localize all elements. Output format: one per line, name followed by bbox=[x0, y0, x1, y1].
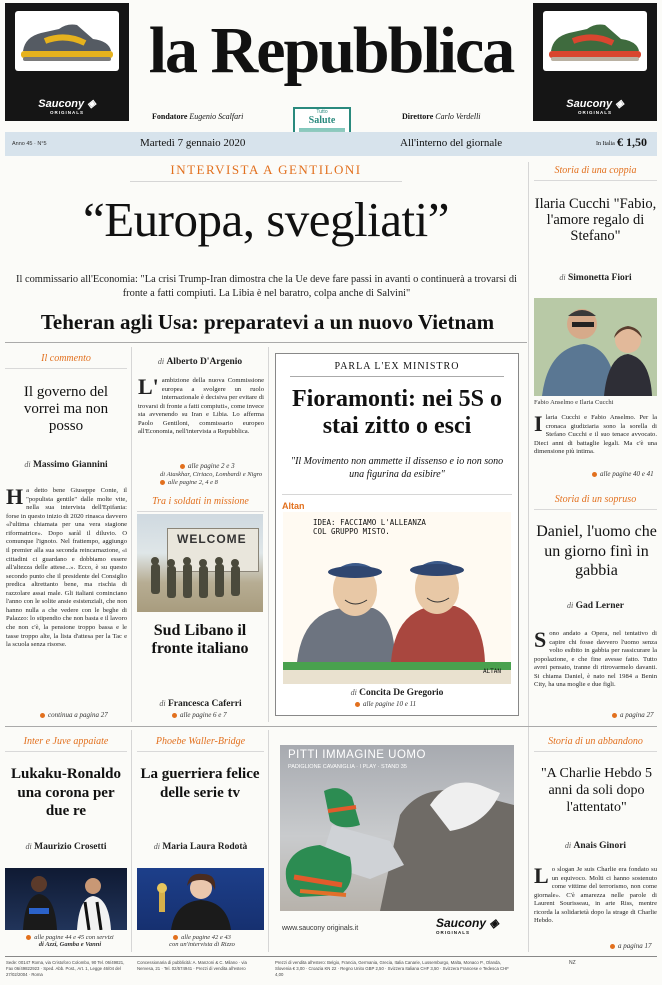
cartoon-speech: IDEA: FACCIAMO L'ALLEANZA COL GRUPPO MISTO. bbox=[313, 518, 426, 537]
footer-col1: Sede: 00147 Roma, via Cristoforo Colombo, 90 Tel. 06/49821, Fax 06/49822923 · Sped. Abb. Post., Art. 1, Legge 46/04 del 27/02/2004 · Roma bbox=[6, 960, 125, 977]
price: € 1,50 bbox=[617, 135, 647, 149]
lead-byline: di Alberto D'Argenio bbox=[157, 357, 243, 367]
ad-box-left[interactable] bbox=[5, 3, 129, 121]
footer-col2: Concessionaria di pubblicità: A. Manzoni & C. Milano · via Nervesa, 21 · Tel. 02/574941 · Prezzi di vendita all'estero bbox=[137, 960, 247, 971]
rule-lower2 bbox=[268, 730, 269, 952]
commento-body: Ha detto bene Giuseppe Conte, il "populista gentile" dalle molte vite, nella sua intervista dell'Epifania: forse in questo inizio di 2020 rinasca davvero «l'ultima chiamata per una vera stagione riformatrice». Dopo saràl il diluvio. O comunque l'ignoto. Nel frattempo, aggiungo il premier alla sua seconda reincarnazione, «i cittadini ci guardano e dobbiamo essere all'altezza delle attese...». Ecco, è su questo secondo punto che il presidente del Consiglio predica altrettanto bene, ma rischia di razzolare assai male. Gli italiani cominciano l'anno con le solite ansie esistenziali, che non hanno nulla a che vedere con le beghe di Palazzo: lo stipendio che non basta e il lavoro che non c'è, la pensione troppo bassa e le tasse troppo alte, la lista d'attesa per la Tac e la scuola senza risorse. bbox=[6, 487, 127, 649]
rule-col4 bbox=[528, 162, 529, 952]
fioramonti-headline[interactable]: Fioramonti: nei 5S o stai zitto o esci bbox=[292, 386, 502, 439]
fioramonti-kicker-rule bbox=[290, 376, 504, 377]
hebdo-kicker: Storia di un abbandono bbox=[534, 736, 657, 752]
lower-rule bbox=[5, 726, 657, 727]
cucchi-photo[interactable] bbox=[534, 298, 657, 396]
saucony-logo-icon: ◈ bbox=[615, 98, 624, 110]
lead-ref2[interactable]: di Ataskhar, Ciriaco, Lombardi e Nigro alle pagine 2, 4 e 8 bbox=[160, 471, 263, 487]
ad-brand-right: Saucony ◈ ORIGINALS bbox=[533, 97, 657, 115]
cartoonist-label: Altan bbox=[282, 501, 305, 511]
altan-cartoon[interactable] bbox=[283, 512, 511, 684]
cucchi-kicker: Storia di una coppia bbox=[534, 165, 657, 181]
footer-rule bbox=[5, 956, 657, 957]
supplement-title: Salute bbox=[308, 115, 336, 126]
fioramonti-ref[interactable]: alle pagine 10 e 11 bbox=[355, 700, 416, 708]
libano-byline: di Francesca Caferri bbox=[159, 699, 242, 709]
hebdo-ref[interactable]: a pagina 17 bbox=[610, 942, 651, 950]
cucchi-caption: Fabio Anselmo e Ilaria Cucchi bbox=[534, 399, 614, 406]
daniel-kicker: Storia di un sopruso bbox=[534, 494, 657, 510]
bullet-icon bbox=[355, 702, 360, 707]
libano-sign: WELCOME bbox=[177, 532, 247, 546]
issue-number: Anno 45 · N°5 bbox=[12, 141, 47, 147]
daniel-headline[interactable]: Daniel, l'uomo che un giorno finì in gabbia bbox=[536, 523, 657, 580]
ad-line1: PITTI IMMAGINE UOMO bbox=[288, 749, 426, 761]
lead-headline[interactable]: “Europa, svegliati” bbox=[82, 192, 449, 247]
bullet-icon bbox=[173, 935, 178, 940]
fioramonti-quote-rule bbox=[282, 494, 512, 495]
rule-col2 bbox=[268, 347, 269, 722]
bullet-icon bbox=[40, 713, 45, 718]
inside-label[interactable]: All'interno del giornale bbox=[400, 137, 503, 149]
ad-model-illustration bbox=[280, 745, 514, 911]
ad-line2: PADIGLIONE CAVANIGLIA · I PLAY · STAND 35 bbox=[288, 764, 407, 770]
commento-ref[interactable]: continua a pagina 27 bbox=[40, 711, 108, 719]
bullet-icon bbox=[612, 713, 617, 718]
supplement-small: Tutto bbox=[316, 109, 328, 115]
lead-ref1[interactable]: alle pagine 2 e 3 bbox=[180, 462, 235, 470]
libano-photo[interactable] bbox=[137, 514, 263, 612]
hebdo-body: Lo slogan Je suis Charlie era fondato su un equivoco. Molti ci hanno sostenuto come vittime del terrorismo, non come giornale». C'è amarezza nelle parole di Laurent Sourisseau, in arte Riss, mentre ricorda la solidarietà dopo la strage di Charlie Hebdo. bbox=[534, 863, 657, 925]
daniel-ref[interactable]: a pagina 27 bbox=[612, 711, 653, 719]
ad-brand-sub: ORIGINALS bbox=[49, 110, 84, 115]
phoebe-ref[interactable]: alle pagine 42 e 43 con un'intervista di Rizzo bbox=[169, 934, 235, 948]
players-illustration bbox=[5, 868, 127, 930]
commento-kicker: Il commento bbox=[5, 353, 127, 369]
lukaku-byline: di Maurizio Crosetti bbox=[25, 842, 107, 852]
phoebe-byline: di Maria Laura Rodotà bbox=[153, 842, 248, 852]
saucony-logo-icon: ◈ bbox=[489, 916, 499, 930]
libano-headline[interactable]: Sud Libano il fronte italiano bbox=[151, 622, 249, 657]
lukaku-kicker: Inter e Juve appaiate bbox=[5, 736, 127, 752]
ad-brand-left: Saucony ◈ ORIGINALS bbox=[5, 97, 129, 115]
cucchi-body: Ilaria Cucchi e Fabio Anselmo. Per la cronaca giudiziaria sono la sorella di Stefano Cucchi e il suo tenace avvocato. Dieci anni di battaglie legali. Ma c'è una dimensione più intima. bbox=[534, 411, 657, 456]
cartoon-characters bbox=[283, 512, 511, 684]
fioramonti-byline: di Concita De Gregorio bbox=[350, 688, 444, 698]
rule-col1 bbox=[131, 347, 132, 722]
phoebe-kicker: Phoebe Waller-Bridge bbox=[137, 736, 264, 752]
phoebe-illustration bbox=[137, 868, 264, 930]
founder-line: Fondatore Eugenio Scalfari bbox=[152, 112, 244, 121]
rule-lower1 bbox=[131, 730, 132, 952]
hebdo-byline: di Anais Ginori bbox=[564, 841, 627, 851]
lead-summary: Il commissario all'Economia: "La crisi Trump-Iran dimostra che la Ue deve fare passi in avanti o continuerà a trovarsi di fronte a fatti compiuti. La Libia è nel baratro, colpa anche di Salvini" bbox=[16, 274, 517, 299]
libano-ref[interactable]: alle pagine 6 e 7 bbox=[172, 711, 227, 719]
footer-col4: NZ bbox=[569, 960, 576, 966]
bullet-icon bbox=[592, 472, 597, 477]
lukaku-photo[interactable] bbox=[5, 868, 127, 930]
ad-url[interactable]: www.saucony originals.it bbox=[282, 925, 359, 932]
lead-kicker-rule bbox=[130, 181, 402, 182]
masthead-title[interactable]: la Repubblica bbox=[148, 14, 514, 87]
commento-byline: di Massimo Giannini bbox=[24, 460, 108, 470]
lead-kicker: INTERVISTA A GENTILONI bbox=[170, 162, 362, 177]
cucchi-ref[interactable]: alle pagine 40 e 41 bbox=[592, 470, 654, 478]
ad-box-right[interactable] bbox=[533, 3, 657, 121]
commento-headline[interactable]: Il governo del vorrei ma non posso bbox=[23, 384, 109, 434]
libano-kicker: Tra i soldati in missione bbox=[137, 496, 264, 512]
cucchi-byline: di Simonetta Fiori bbox=[559, 273, 632, 283]
sneaker-illustration-left bbox=[15, 11, 119, 71]
hebdo-headline[interactable]: "A Charlie Hebdo 5 anni da soli dopo l'attentato" bbox=[540, 766, 653, 815]
director-line: Direttore Carlo Verdelli bbox=[402, 112, 481, 121]
saucony-logo-icon: ◈ bbox=[87, 98, 96, 110]
phoebe-photo[interactable] bbox=[137, 868, 264, 930]
couple-illustration bbox=[534, 298, 657, 396]
soldiers-illustration bbox=[137, 514, 263, 612]
price-label: In Italia bbox=[596, 141, 615, 147]
daniel-byline: di Gad Lerner bbox=[567, 601, 624, 611]
daniel-body: Sono andato a Opera, nel tentativo di capire chi fosse davvero l'uomo senza volto esibito in gabbia per rassicurare la popolazione, e che fine avesse fatto. Tutto avrei pensato, tranne di ritrovarmelo davanti. Si chiama Daniel, è nato nel 1984 a Benin City, ha una moglie e due figli. bbox=[534, 627, 657, 689]
cartoon-signature: ALTAN bbox=[482, 668, 501, 675]
bullet-icon bbox=[160, 480, 165, 485]
bullet-icon bbox=[172, 713, 177, 718]
bullet-icon bbox=[610, 944, 615, 949]
lukaku-ref[interactable]: alle pagine 44 e 45 con servizi di Azzi, Gamba e Vanni bbox=[10, 934, 130, 948]
lead-bottom-rule bbox=[5, 342, 527, 343]
dateline-bar bbox=[5, 132, 657, 156]
fioramonti-quote: "Il Movimento non ammette il dissenso e io non sono una figurina da esibire" bbox=[290, 456, 504, 480]
ad-brand-sub: ORIGINALS bbox=[577, 110, 612, 115]
sneaker-illustration-right bbox=[543, 11, 647, 71]
issue-date: Martedì 7 gennaio 2020 bbox=[140, 137, 246, 149]
second-headline[interactable]: Teheran agli Usa: preparatevi a un nuovo Vietnam bbox=[40, 310, 495, 334]
footer-col3: Prezzi di vendita all'estero: Belgio, Francia, Germania, Grecia, Italia Canarie, Lussemburgo, Malta, Monaco P., Olanda, Slovenia € 3,00 · Croazia KN 22 · Regno Unito GBP 2,50 · Svizzera Italiana CHF 3,50 · Svizzera Francese e Tedesca CHF 4,00 bbox=[275, 960, 509, 977]
fioramonti-kicker: PARLA L'EX MINISTRO bbox=[334, 361, 460, 372]
ad-brand-logo: Saucony ◈ ORIGINALS bbox=[436, 916, 499, 935]
lead-body: L' ambizione della nuova Commissione europea a svolgere un ruolo internazionale è decisiva per evitare di trovarsi di fronte a fatti compiuti», come invece sta avvenendo su Iran e Libia. Lo afferma Paolo Gentiloni, commissario europeo all'Economia, nell'intervista a Repubblica. bbox=[138, 374, 264, 436]
bullet-icon bbox=[180, 464, 185, 469]
bullet-icon bbox=[26, 935, 31, 940]
lukaku-headline[interactable]: Lukaku-Ronaldo una corona per due re bbox=[10, 766, 122, 820]
saucony-ad[interactable] bbox=[280, 745, 514, 911]
phoebe-headline[interactable]: La guerriera felice delle serie tv bbox=[140, 766, 260, 801]
cucchi-headline[interactable]: Ilaria Cucchi "Fabio, l'amore regalo di Stefano" bbox=[534, 196, 657, 245]
ad-brand-sub: ORIGINALS bbox=[436, 930, 471, 935]
